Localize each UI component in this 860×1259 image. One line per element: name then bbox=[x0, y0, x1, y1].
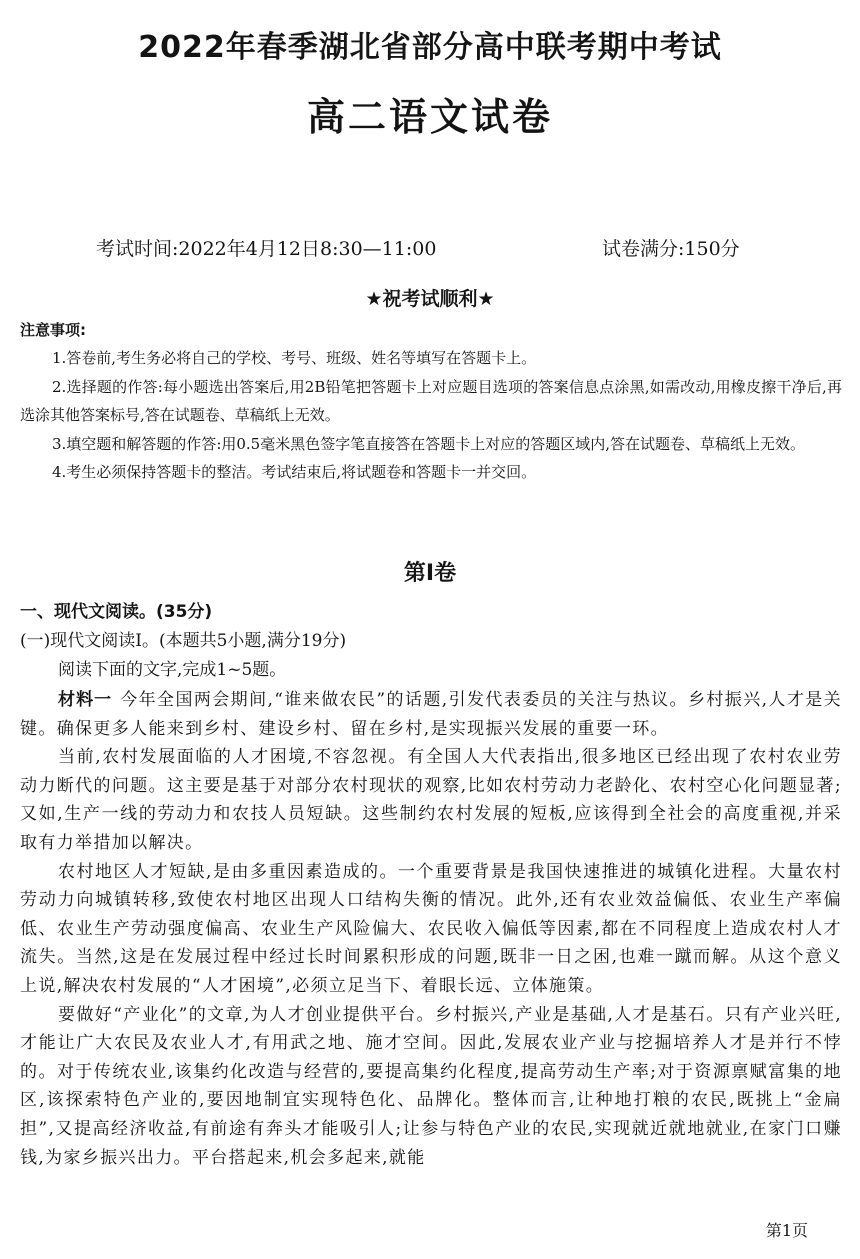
paragraph-text: 今年全国两会期间,“谁来做农民”的话题,引发代表委员的关注与热议。乡村振兴,人才是关键。确保更多人能来到乡村、建设乡村、留在乡村,是实现振兴发展的重要一环。 bbox=[20, 690, 843, 739]
note-item: 3.填空题和解答题的作答:用0.5毫米黑色签字笔直接答在答题卡上对应的答题区域内,答在试题卷、草稿纸上无效。 bbox=[52, 434, 805, 453]
good-luck-banner: ★祝考试顺利★ bbox=[365, 288, 495, 310]
page-number: 第1页 bbox=[765, 1221, 808, 1240]
paragraph bbox=[20, 686, 842, 743]
note-item: 2.选择题的作答:每小题选出答案后,用2B铅笔把答题卡上对应题目选项的答案信息点涂黑,如需改动,用橡皮擦干净后,再选涂其他答案标号,答在试题卷、草稿纸上无效。 bbox=[20, 377, 842, 424]
reading-material bbox=[20, 686, 842, 1172]
notes-list bbox=[20, 344, 842, 487]
exam-title: 2022年春季湖北省部分高中联考期中考试 bbox=[138, 30, 722, 65]
exam-time: 考试时间:2022年4月12日8:30—11:00 bbox=[96, 238, 437, 260]
reading-instruction: 阅读下面的文字,完成1~5题。 bbox=[58, 660, 287, 680]
notes-heading: 注意事项: bbox=[20, 321, 86, 339]
paragraph: 当前,农村发展面临的人才困境,不容忽视。有全国人大代表指出,很多地区已经出现了农村农业劳动力断代的问题。这主要是基于对部分农村现状的观察,比如农村劳动力老龄化、农村空心化问题显著;又如,生产一线的劳动力和农技人员短缺。这些制约农村发展的短板,应该得到全社会的高度重视,并采取有力举措加以解决。 bbox=[20, 747, 842, 853]
note-item: 1.答卷前,考生务必将自己的学校、考号、班级、姓名等填写在答题卡上。 bbox=[52, 349, 537, 367]
part-title: 第Ⅰ卷 bbox=[403, 561, 457, 586]
section-heading: 一、现代文阅读。(35分) bbox=[20, 602, 213, 622]
full-score: 试卷满分:150分 bbox=[602, 238, 740, 260]
section-subheading: (一)现代文阅读Ⅰ。(本题共5小题,满分19分) bbox=[20, 631, 347, 651]
paragraph: 要做好“产业化”的文章,为人才创业提供平台。乡村振兴,产业是基础,人才是基石。只有产业兴旺,才能让广大农民及农业人才,有用武之地、施才空间。因此,发展农业产业与挖掘培养人才是并行不悖的。对于传统农业,该集约化改造与经营的,要提高集约化程度,提高劳动生产率;对于资源禀赋富集的地区,该探索特色产业的,要因地制宜实现特色化、品牌化。整体而言,让种地打粮的农民,既挑上“金扁担”,又提高经济收益,有前途有奔头才能吸引人;让参与特色产业的农民,实现就近就地就业,在家门口赚钱,为家乡振兴出力。平台搭起来,机会多起来,就能 bbox=[20, 1004, 842, 1168]
paragraph: 农村地区人才短缺,是由多重因素造成的。一个重要背景是我国快速推进的城镇化进程。大量农村劳动力向城镇转移,致使农村地区出现人口结构失衡的情况。此外,还有农业效益偏低、农业生产率偏低、农业生产劳动强度偏高、农业生产风险偏大、农民收入偏低等因素,都在不同程度上造成农村人才流失。当然,这是在发展过程中经过长时间累积形成的问题,既非一日之困,也难一蹴而解。从这个意义上说,解决农村发展的“人才困境”,必须立足当下、着眼长远、立体施策。 bbox=[20, 861, 842, 996]
material-label: 材料一 bbox=[58, 690, 113, 710]
exam-subtitle: 高二语文试卷 bbox=[306, 95, 553, 139]
note-item: 4.考生必须保持答题卡的整洁。考试结束后,将试题卷和答题卡一并交回。 bbox=[52, 463, 537, 481]
